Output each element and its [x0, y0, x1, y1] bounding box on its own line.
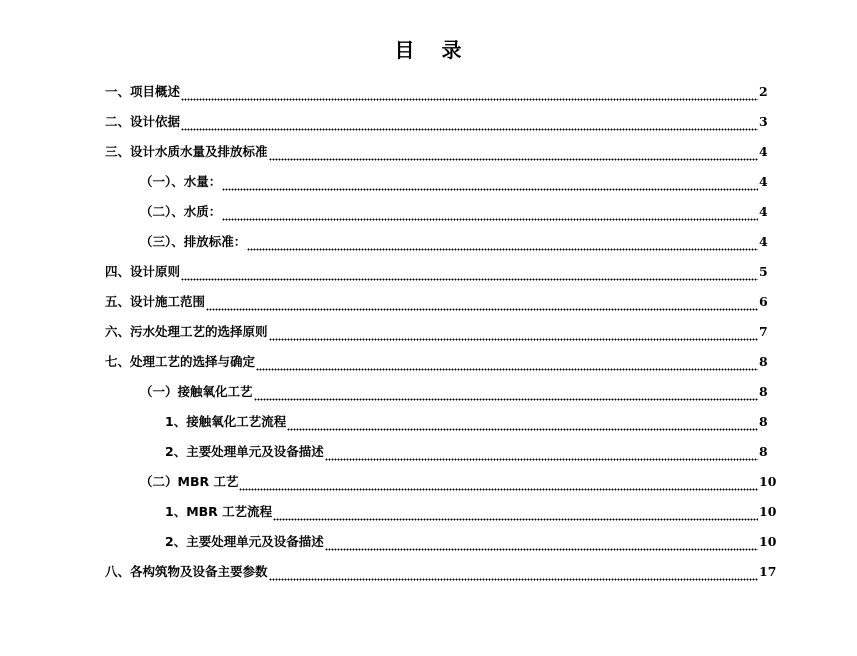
toc-entry-label: （二）MBR 工艺: [140, 474, 239, 489]
toc-page-number: [759, 144, 857, 159]
toc-page-number: [759, 174, 857, 189]
toc-page-number-text: 2: [759, 83, 768, 99]
toc-entry[interactable]: [0, 256, 857, 286]
toc-entry[interactable]: [0, 316, 857, 346]
toc-page-number-text: 10: [759, 473, 777, 489]
toc-entry-label: （一）、水量：: [140, 174, 222, 189]
toc-entry[interactable]: [0, 166, 857, 196]
toc-entry[interactable]: [0, 136, 857, 166]
toc-entry-label: 七、处理工艺的选择与确定: [105, 354, 256, 369]
toc-entry-label: （三）、排放标准：: [140, 234, 247, 249]
toc-page-number: [759, 534, 857, 549]
dot-leader: [222, 209, 758, 221]
toc-page-number-text: 4: [759, 173, 768, 189]
dot-leader: [269, 329, 758, 341]
toc-page-number-text: 17: [759, 563, 777, 579]
toc-page-number-text: 4: [759, 233, 768, 249]
toc-entry[interactable]: [0, 406, 857, 436]
dot-leader: [325, 449, 758, 461]
toc-page-number: [759, 324, 857, 339]
toc-page-number-text: 5: [759, 263, 768, 279]
toc-entry-label: （二）、水质：: [140, 204, 222, 219]
dot-leader: [269, 569, 758, 581]
toc-entry-label: 二、设计依据: [105, 114, 181, 129]
toc-page-number: [759, 414, 857, 429]
toc-entry-label: 一、项目概述: [105, 84, 181, 99]
toc-entry-label: 八、各构筑物及设备主要参数: [105, 564, 268, 579]
toc-page-number-text: 8: [759, 443, 768, 459]
dot-leader: [222, 179, 758, 191]
dot-leader: [269, 149, 758, 161]
toc-entry[interactable]: [0, 196, 857, 226]
toc-list: [0, 76, 857, 586]
dot-leader: [256, 359, 758, 371]
toc-page-number: [759, 444, 857, 459]
toc-page-number: [759, 474, 857, 489]
toc-entry-label: 1、MBR 工艺流程: [165, 504, 273, 519]
toc-entry[interactable]: [0, 76, 857, 106]
toc-entry-label: 三、设计水质水量及排放标准: [105, 144, 268, 159]
title-char-right: 录: [441, 38, 463, 62]
dot-leader: [206, 299, 758, 311]
toc-page-number: [759, 234, 857, 249]
toc-page-number: [759, 114, 857, 129]
dot-leader: [181, 89, 758, 101]
toc-entry-label: 五、设计施工范围: [105, 294, 206, 309]
toc-page-number: [759, 294, 857, 309]
toc-page-number-text: 10: [759, 503, 777, 519]
toc-page-number-text: 3: [759, 113, 768, 129]
toc-page-number-text: 4: [759, 143, 768, 159]
dot-leader: [247, 239, 758, 251]
dot-leader: [239, 479, 758, 491]
dot-leader: [181, 119, 758, 131]
toc-page-number-text: 8: [759, 383, 768, 399]
dot-leader: [287, 419, 758, 431]
toc-entry-label: 2、主要处理单元及设备描述: [165, 534, 324, 549]
toc-page-number-text: 4: [759, 203, 768, 219]
dot-leader: [254, 389, 758, 401]
toc-page-number: [759, 354, 857, 369]
toc-entry-label: 六、污水处理工艺的选择原则: [105, 324, 268, 339]
toc-entry[interactable]: [0, 226, 857, 256]
toc-entry-label: 1、接触氧化工艺流程: [165, 414, 287, 429]
toc-entry-label: 2、主要处理单元及设备描述: [165, 444, 324, 459]
toc-page-number: [759, 204, 857, 219]
toc-entry[interactable]: [0, 466, 857, 496]
toc-page-number: [759, 84, 857, 99]
toc-page-number-text: 6: [759, 293, 768, 309]
toc-entry[interactable]: [0, 376, 857, 406]
toc-entry[interactable]: [0, 436, 857, 466]
toc-entry[interactable]: [0, 286, 857, 316]
toc-page-number: [759, 564, 857, 579]
toc-entry[interactable]: [0, 346, 857, 376]
dot-leader: [181, 269, 758, 281]
toc-page-number-text: 8: [759, 413, 768, 429]
toc-entry-label: （一）接触氧化工艺: [140, 384, 253, 399]
page-title: [0, 34, 857, 63]
dot-leader: [325, 539, 758, 551]
toc-page-number: [759, 384, 857, 399]
toc-entry-label: 四、设计原则: [105, 264, 181, 279]
toc-page-number-text: 8: [759, 353, 768, 369]
title-char-left: 目: [394, 38, 416, 62]
toc-entry[interactable]: [0, 496, 857, 526]
toc-page-number: [759, 264, 857, 279]
toc-entry[interactable]: [0, 556, 857, 586]
toc-page-number-text: 7: [759, 323, 768, 339]
toc-entry[interactable]: [0, 106, 857, 136]
toc-entry[interactable]: [0, 526, 857, 556]
toc-page-number: [759, 504, 857, 519]
dot-leader: [273, 509, 758, 521]
toc-page-number-text: 10: [759, 533, 777, 549]
